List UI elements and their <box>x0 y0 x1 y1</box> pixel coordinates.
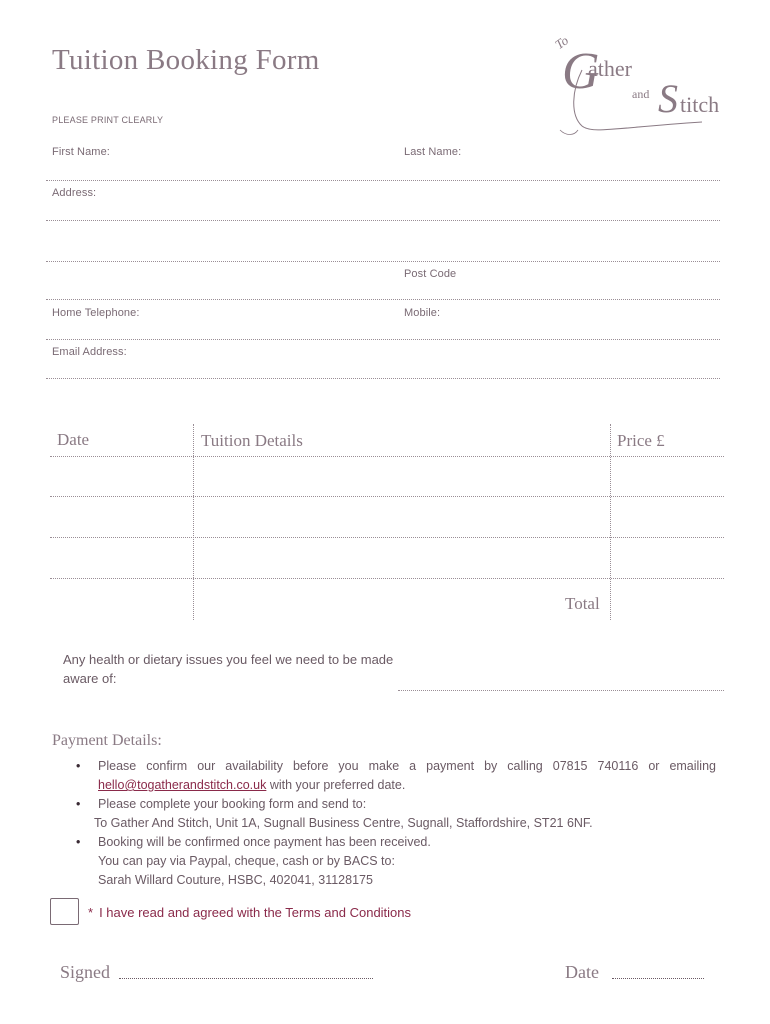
logo-graphic <box>552 30 732 142</box>
payment-item-confirm <box>76 757 716 795</box>
payment-item-confirm-text: Please confirm our availability before you make a payment by calling 07815 740116 or emailing <box>98 759 716 773</box>
home-telephone-label: Home Telephone: <box>52 307 140 319</box>
email-label: Email Address: <box>52 346 127 358</box>
bullet: • <box>76 797 81 811</box>
bank-details: Sarah Willard Couture, HSBC, 402041, 31128175 <box>98 873 373 887</box>
post-code-label: Post Code <box>404 268 457 280</box>
logo-ather: ather <box>588 56 632 81</box>
logo-titch: titch <box>680 92 720 117</box>
logo-g: G <box>562 43 600 100</box>
form-title: Tuition Booking Form <box>52 44 320 76</box>
payment-item-booking <box>76 833 716 890</box>
logo-s: S <box>658 76 678 121</box>
terms-label <box>88 905 411 920</box>
payment-list <box>76 757 716 890</box>
payment-methods: You can pay via Paypal, cheque, cash or by BACS to: <box>98 854 395 868</box>
table-divider-1 <box>193 424 194 620</box>
bullet: • <box>76 759 81 773</box>
terms-text: I have read and agreed with the Terms and Conditions <box>99 905 412 920</box>
logo-to: To <box>552 32 572 53</box>
post-code-line[interactable] <box>46 299 720 300</box>
price-column-header: Price £ <box>617 431 665 450</box>
total-label: Total <box>565 594 600 613</box>
postal-address: To Gather And Stitch, Unit 1A, Sugnall Business Centre, Sugnall, Staffordshire, ST21 6NF. <box>94 816 593 830</box>
email-suffix: with your preferred date. <box>266 778 406 792</box>
phone-line[interactable] <box>46 339 720 340</box>
signature-line[interactable] <box>119 967 373 979</box>
bullet: • <box>76 835 81 849</box>
email-link[interactable]: hello@togatherandstitch.co.uk <box>98 778 267 792</box>
payment-item-booking-text: Booking will be confirmed once payment has been received. <box>98 835 431 849</box>
last-name-label: Last Name: <box>404 146 462 158</box>
date-label: Date <box>565 962 599 982</box>
address-line-2[interactable] <box>46 261 720 262</box>
payment-heading: Payment Details: <box>52 732 162 749</box>
signed-label: Signed <box>60 962 111 982</box>
address-label: Address: <box>52 187 97 199</box>
required-star: * <box>88 905 94 920</box>
logo <box>552 30 732 142</box>
logo-and: and <box>632 87 650 101</box>
table-header-line <box>50 456 724 457</box>
terms-checkbox[interactable] <box>50 898 79 925</box>
date-line[interactable] <box>612 967 704 979</box>
health-question: Any health or dietary issues you feel we need to be made aware of: <box>63 652 394 686</box>
tuition-details-column-header: Tuition Details <box>201 431 303 450</box>
table-row-line[interactable] <box>50 496 724 497</box>
name-line[interactable] <box>46 180 720 181</box>
address-line-1[interactable] <box>46 220 720 221</box>
mobile-label: Mobile: <box>404 307 441 319</box>
payment-item-send <box>76 795 716 833</box>
health-answer-line[interactable] <box>398 690 724 691</box>
table-divider-2 <box>610 424 611 620</box>
table-row-line[interactable] <box>50 578 724 579</box>
first-name-label: First Name: <box>52 146 110 158</box>
payment-email-line <box>98 778 405 792</box>
payment-item-send-text: Please complete your booking form and send to: <box>98 797 367 811</box>
date-column-header: Date <box>57 430 90 449</box>
email-line[interactable] <box>46 378 720 379</box>
print-note: PLEASE PRINT CLEARLY <box>52 115 164 125</box>
table-row-line[interactable] <box>50 537 724 538</box>
